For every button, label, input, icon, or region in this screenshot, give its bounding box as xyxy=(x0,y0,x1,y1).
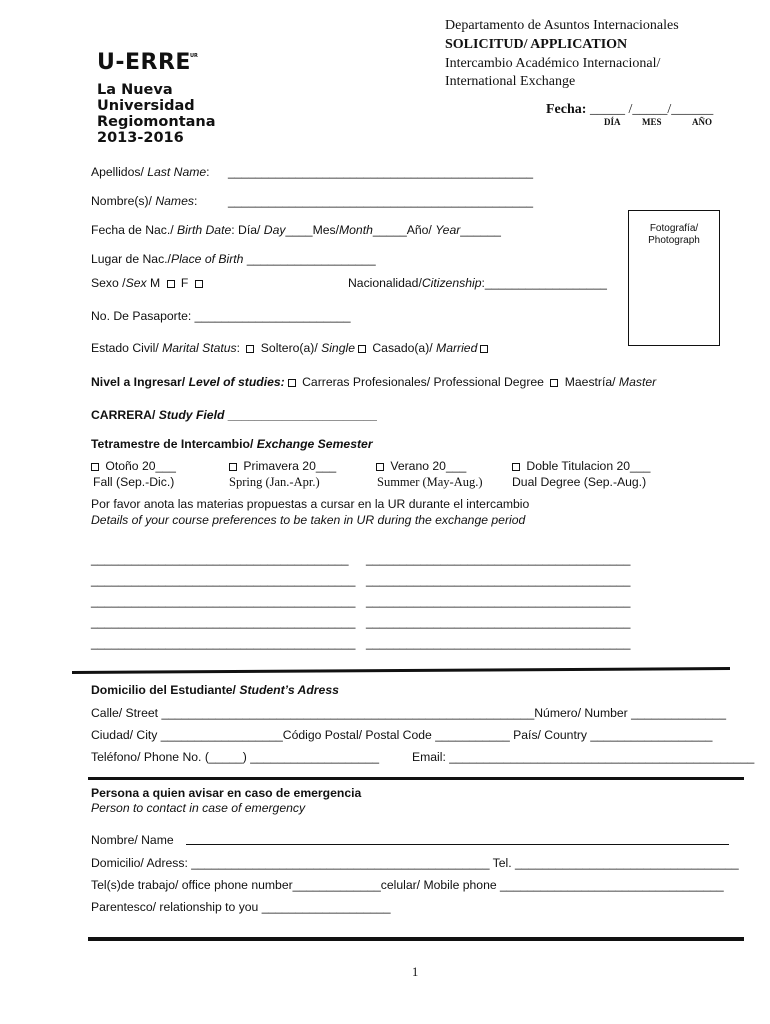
relationship-field[interactable]: Parentesco/ relationship to you ___________________ xyxy=(91,900,391,914)
month-label: MES xyxy=(642,117,662,127)
marital-status-field: Estado Civil/ Marital Status: Soltero(a)/ Single Casado(a)/ Married xyxy=(91,341,491,355)
semester-title: Tetramestre de Intercambio/ Exchange Semester xyxy=(91,437,373,451)
logo-line-1: La Nueva xyxy=(97,82,173,98)
study-field[interactable]: CARRERA/ Study Field ______________________ xyxy=(91,408,377,422)
names-label: Nombre(s)/ Names: xyxy=(91,194,198,208)
married-checkbox[interactable] xyxy=(358,345,366,353)
date-blanks: _____ /_____/______ xyxy=(589,102,714,117)
passport-field[interactable]: No. De Pasaporte: _______________________ xyxy=(91,309,351,323)
names-field[interactable]: _____________________________________________ xyxy=(228,194,534,208)
course-line: ______________________________________ xyxy=(91,552,349,566)
course-line: _______________________________________ xyxy=(366,615,631,629)
fall-checkbox[interactable] xyxy=(91,463,99,471)
course-line: _______________________________________ xyxy=(366,552,631,566)
courses-prompt-es: Por favor anota las materias propuestas a cursar en la UR durante el intercambio xyxy=(91,497,530,511)
emergency-name-label: Nombre/ Name xyxy=(91,833,174,847)
courses-prompt-en: Details of your course preferences to be taken in UR during the exchange period xyxy=(91,513,526,527)
street-field[interactable]: Calle/ Street _______________________________________________________Número/ Number ______________ xyxy=(91,706,726,720)
sex-f-checkbox[interactable] xyxy=(195,280,203,288)
semester-option-spring[interactable]: Primavera 20___ xyxy=(229,459,336,473)
sex-m-checkbox[interactable] xyxy=(167,280,175,288)
logo-line-2: Universidad xyxy=(97,98,195,114)
divider-3 xyxy=(88,937,744,941)
courses-left-column[interactable] xyxy=(91,552,355,657)
fall-dates: Fall (Sep.-Dic.) xyxy=(93,475,175,489)
page-number: 1 xyxy=(412,965,419,979)
department-name: Departamento de Asuntos Internacionales xyxy=(445,18,679,33)
semester-option-summer[interactable]: Verano 20___ xyxy=(376,459,466,473)
logo-line-3: Regiomontana xyxy=(97,114,216,130)
emergency-address-field[interactable]: Domicilio/ Adress: ____________________________________________ Tel. _________________________________ xyxy=(91,856,739,870)
date-label: Fecha: xyxy=(546,102,587,117)
phone-field[interactable]: Teléfono/ Phone No. (_____) ___________________ xyxy=(91,750,380,764)
dual-degree-dates: Dual Degree (Sep.-Aug.) xyxy=(512,475,647,489)
level-of-studies-field: Nivel a Ingresar/ Level of studies: Carreras Profesionales/ Professional Degree Maestría/ Master xyxy=(91,375,657,389)
photo-label-es: Fotografía/ xyxy=(649,223,699,234)
photo-box[interactable] xyxy=(628,210,720,346)
courses-right-column[interactable] xyxy=(366,552,630,657)
day-label: DÍA xyxy=(604,117,621,127)
emergency-title-es: Persona a quien avisar en caso de emergencia xyxy=(91,786,362,800)
logo-brand: U-ERRE xyxy=(97,50,191,75)
year-label: AÑO xyxy=(692,117,712,127)
course-line: _______________________________________ xyxy=(366,636,631,650)
semester-option-fall[interactable]: Otoño 20___ xyxy=(91,459,176,473)
married-extra-checkbox[interactable] xyxy=(480,345,488,353)
single-checkbox[interactable] xyxy=(246,345,254,353)
photo-label-en: Photograph xyxy=(648,235,700,246)
divider-2 xyxy=(88,777,744,780)
emergency-phones-field[interactable]: Tel(s)de trabajo/ office phone number_____________celular/ Mobile phone _________________________________ xyxy=(91,878,724,892)
logo-mark: UR xyxy=(190,53,198,59)
summer-dates: Summer (May-Aug.) xyxy=(377,475,483,489)
master-checkbox[interactable] xyxy=(550,379,558,387)
course-line: _______________________________________ xyxy=(366,594,631,608)
spring-checkbox[interactable] xyxy=(229,463,237,471)
address-title: Domicilio del Estudiante/ Student’s Adress xyxy=(91,683,339,697)
logo-line-4: 2013-2016 xyxy=(97,130,184,146)
divider-1 xyxy=(72,667,730,674)
last-name-label: Apellidos/ Last Name: xyxy=(91,165,210,179)
spring-dates: Spring (Jan.-Apr.) xyxy=(229,475,320,489)
summer-checkbox[interactable] xyxy=(376,463,384,471)
sex-field: Sexo /Sex M F xyxy=(91,276,206,290)
course-line: _______________________________________ xyxy=(366,573,631,587)
professional-degree-checkbox[interactable] xyxy=(288,379,296,387)
last-name-field[interactable]: _____________________________________________ xyxy=(228,165,534,179)
birth-place-field[interactable]: Lugar de Nac./Place of Birth ___________________ xyxy=(91,252,376,266)
emergency-title-en: Person to contact in case of emergency xyxy=(91,801,306,815)
nationality-field[interactable]: Nacionalidad/Citizenship:__________________ xyxy=(348,276,607,290)
course-line: _______________________________________ xyxy=(91,573,356,587)
date-field[interactable] xyxy=(546,102,713,118)
form-subtitle-1: Intercambio Académico Internacional/ xyxy=(445,56,661,71)
form-subtitle-2: International Exchange xyxy=(445,74,576,89)
dual-degree-checkbox[interactable] xyxy=(512,463,520,471)
course-line: _______________________________________ xyxy=(91,636,356,650)
course-line: _______________________________________ xyxy=(91,615,356,629)
form-title: SOLICITUD/ APPLICATION xyxy=(445,37,628,52)
semester-option-dual[interactable]: Doble Titulacion 20___ xyxy=(512,459,650,473)
course-line: _______________________________________ xyxy=(91,594,356,608)
email-field[interactable]: Email: _____________________________________________ xyxy=(412,750,755,764)
emergency-name-field[interactable] xyxy=(186,844,729,845)
birth-date-field[interactable]: Fecha de Nac./ Birth Date: Día/ Day____Mes/Month_____Año/ Year______ xyxy=(91,223,501,237)
city-field[interactable]: Ciudad/ City __________________Código Postal/ Postal Code ___________ País/ Country __________________ xyxy=(91,728,713,742)
